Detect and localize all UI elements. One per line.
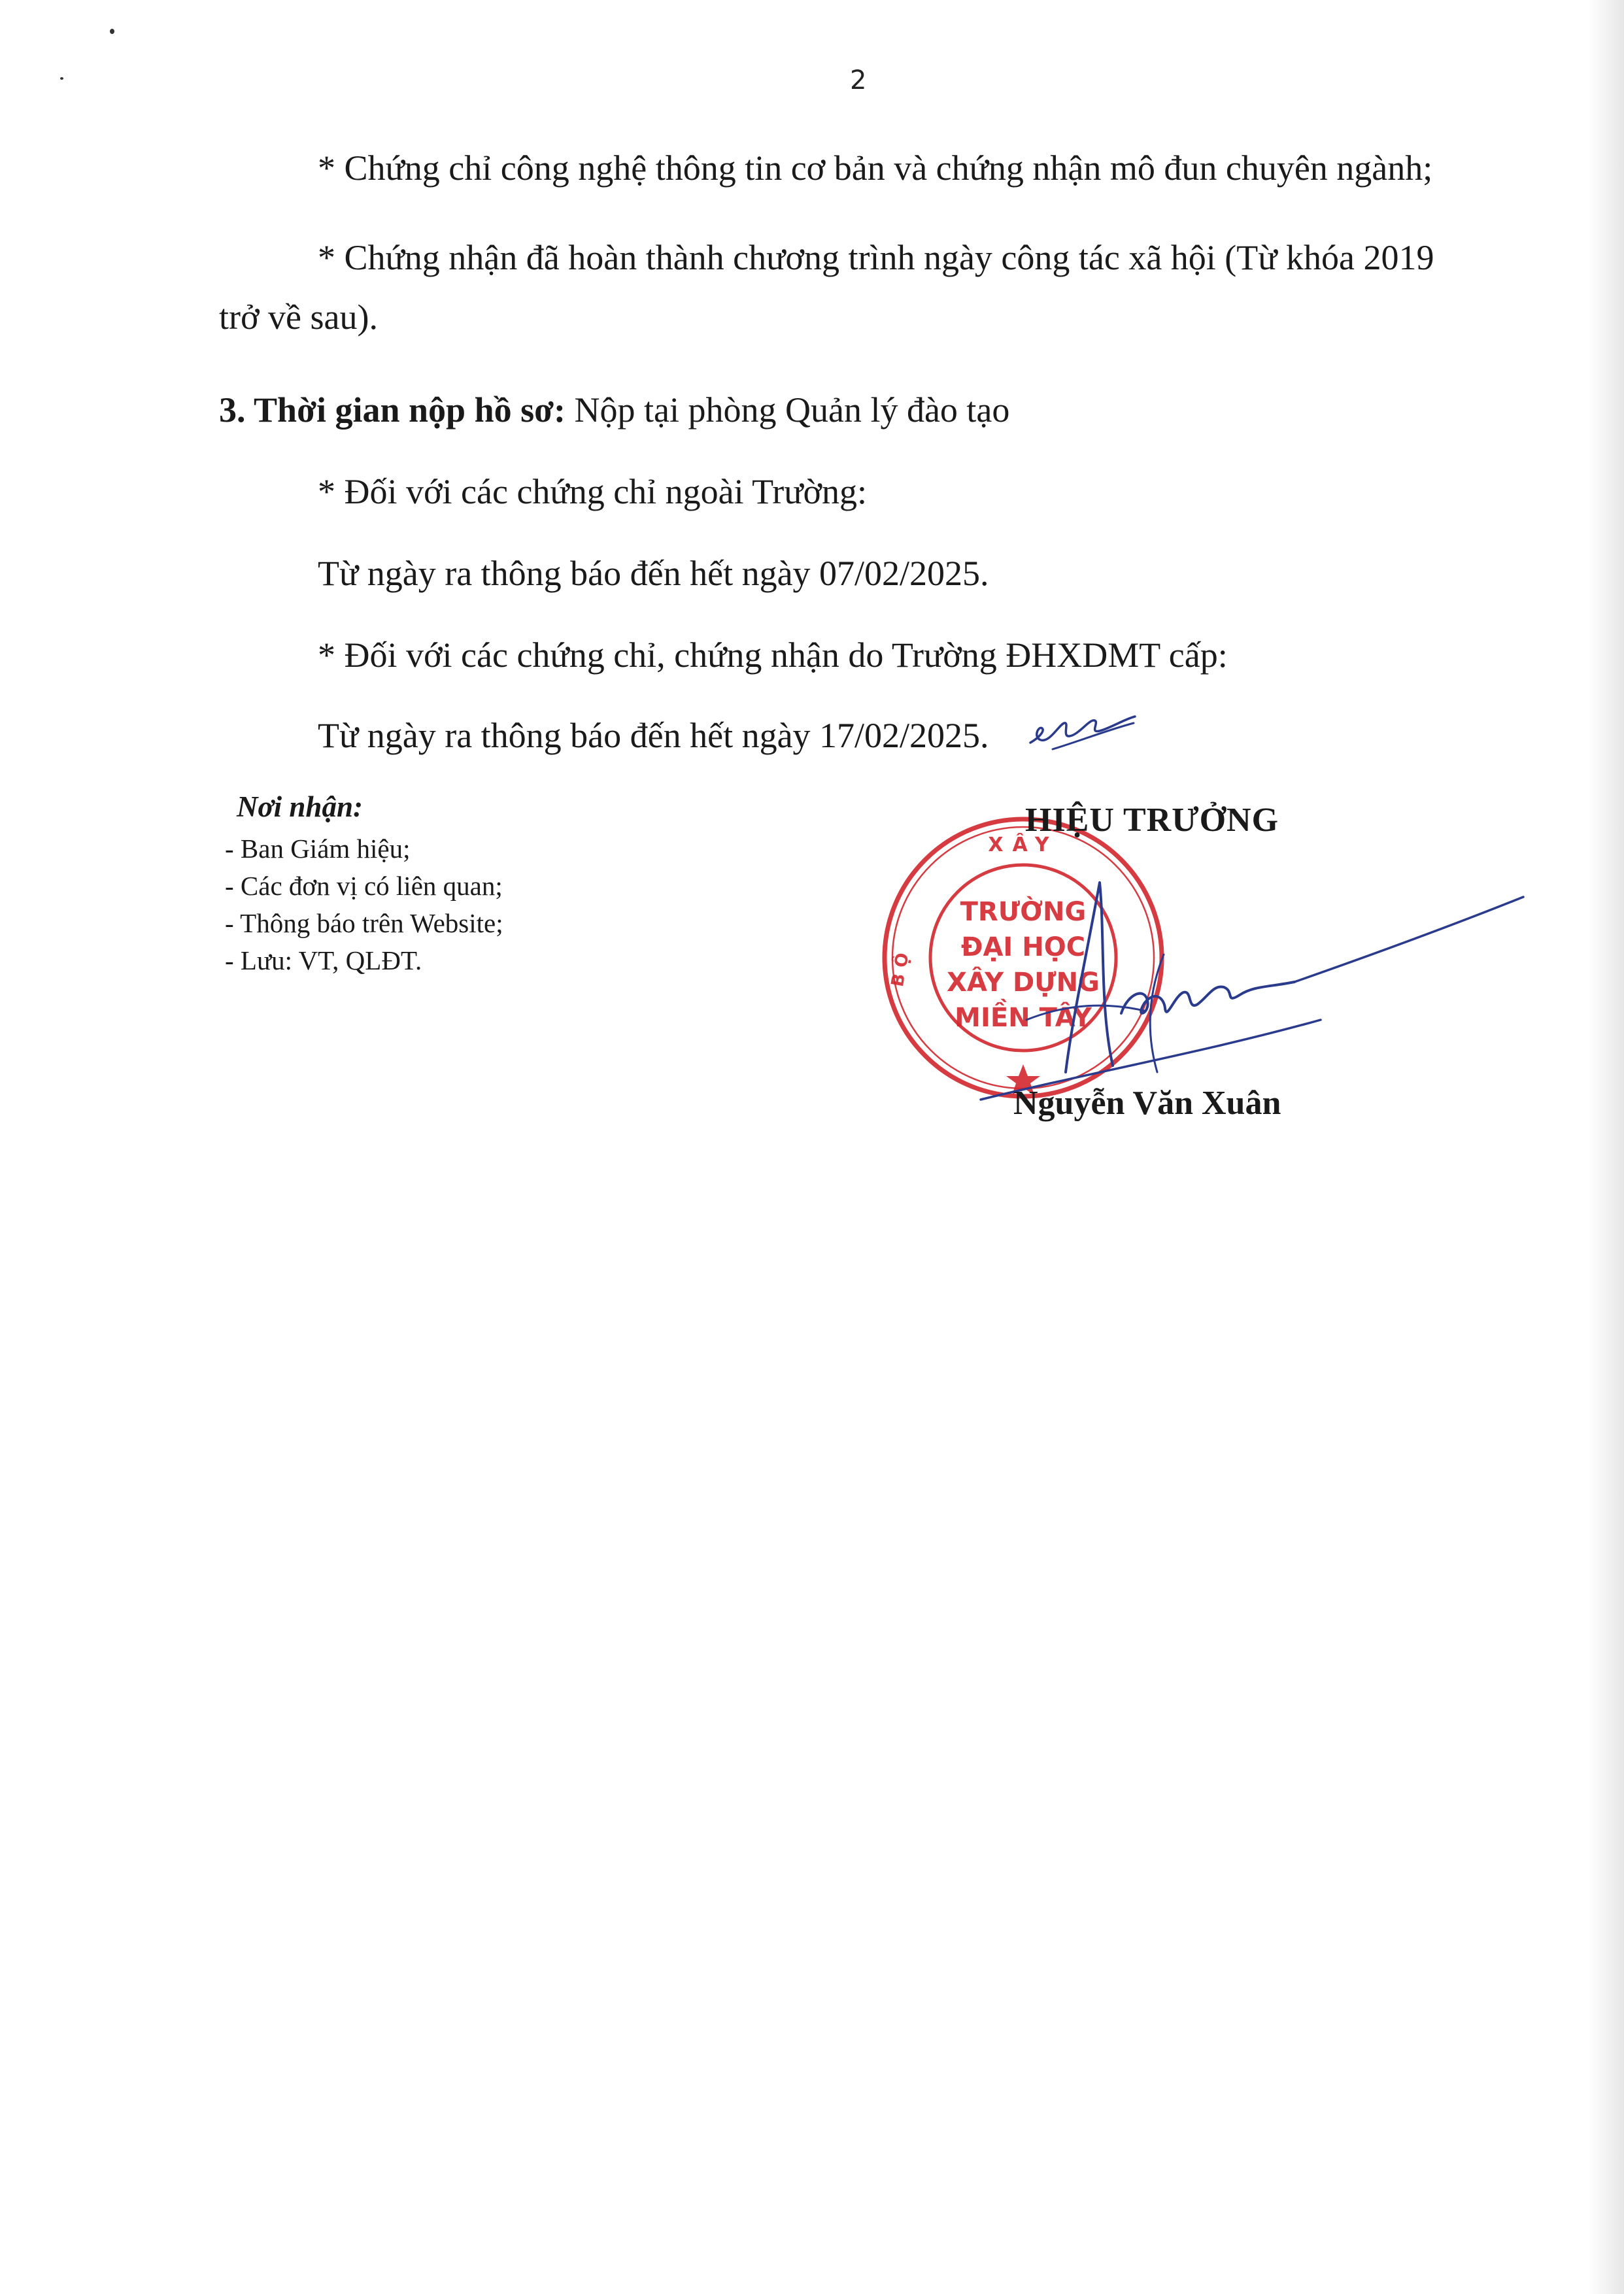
item-social-work-line2: trở về sau). — [219, 297, 378, 337]
external-cert-title: * Đối với các chứng chỉ ngoài Trường: — [318, 472, 868, 511]
receivers-list — [225, 830, 503, 979]
item-it-certificate: * Chứng chỉ công nghệ thông tin cơ bản và chứng nhận mô đun chuyên ngành; — [318, 148, 1433, 188]
internal-cert-period: Từ ngày ra thông báo đến hết ngày 17/02/2025. — [318, 716, 989, 755]
receiver-item: - Các đơn vị có liên quan; — [225, 871, 503, 901]
seal-line-4: MIỀN TÂY — [955, 1003, 1092, 1033]
scan-speck — [110, 29, 114, 34]
section-3-label: 3. Thời gian nộp hồ sơ: — [219, 390, 566, 430]
signer-name: Nguyễn Văn Xuân — [1013, 1085, 1281, 1122]
seal-line-1: TRƯỜNG — [960, 897, 1087, 927]
seal-line-2: ĐẠI HỌC — [960, 932, 1086, 962]
page-number: 2 — [850, 65, 867, 95]
external-cert-period: Từ ngày ra thông báo đến hết ngày 07/02/2025. — [318, 554, 989, 593]
seal-ring-left: BỘ — [887, 945, 915, 988]
receiver-item: - Thông báo trên Website; — [225, 908, 503, 938]
signer-title: HIỆU TRƯỞNG — [1025, 801, 1279, 839]
seal-line-3: XÂY DỰNG — [947, 968, 1100, 998]
seal-ring-top: XÂY — [988, 834, 1058, 856]
internal-cert-title: * Đối với các chứng chỉ, chứng nhận do Trường ĐHXDMT cấp: — [318, 635, 1228, 675]
receivers-title: Nơi nhận: — [237, 790, 363, 823]
receiver-item: - Lưu: VT, QLĐT. — [225, 945, 422, 975]
section-3-heading — [219, 389, 1009, 431]
item-social-work-line1: * Chứng nhận đã hoàn thành chương trình ngày công tác xã hội (Từ khóa 2019 — [318, 238, 1434, 277]
receiver-item: - Ban Giám hiệu; — [225, 834, 411, 864]
initials-mark — [1026, 711, 1138, 757]
scan-edge-shadow — [1587, 0, 1624, 2294]
section-3-text: Nộp tại phòng Quản lý đào tạo — [566, 390, 1010, 430]
scan-speck — [60, 77, 63, 80]
